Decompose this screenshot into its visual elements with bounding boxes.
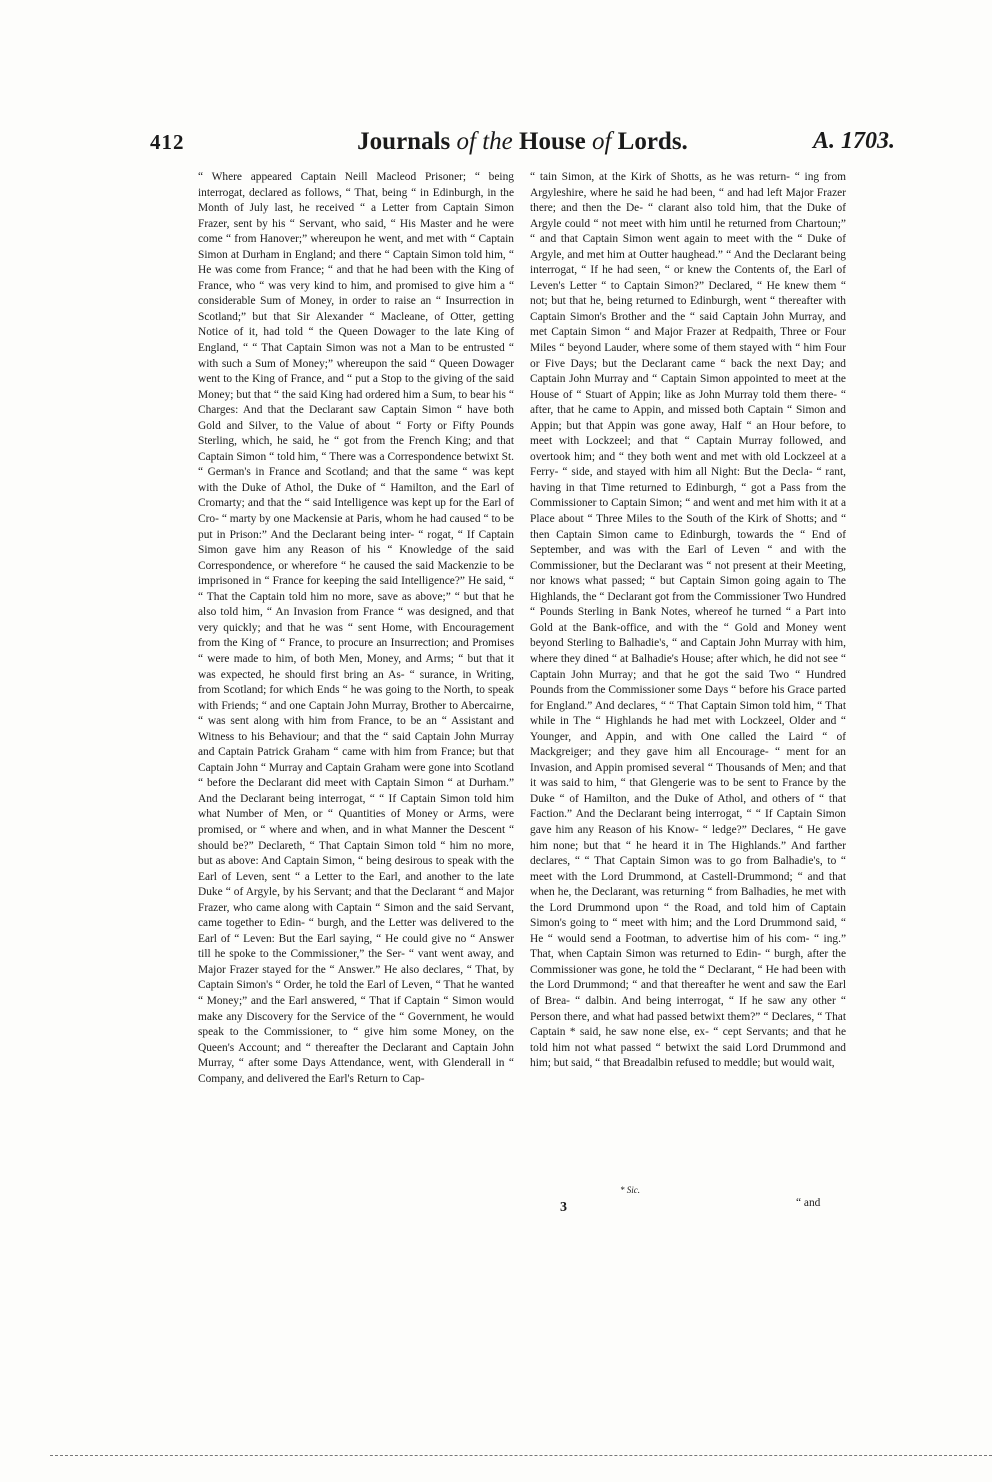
title-of-the: of the <box>450 128 520 155</box>
footnote: * Sic. <box>620 1185 640 1195</box>
page-number: 412 <box>150 130 185 154</box>
title-house: House <box>519 128 586 155</box>
bottom-rule <box>50 1455 992 1456</box>
catchword: “ and <box>796 1197 821 1209</box>
year: A. 1703. <box>812 128 895 154</box>
title-lords: Lords. <box>617 128 688 155</box>
signature-mark: 3 <box>560 1200 567 1215</box>
right-column-text: “ tain Simon, at the Kirk of Shotts, as he was return- “ ing from Argyleshire, where he said he had been, “ and had left Major Frazer there; and then the De- “ clarant also told him, that the Duke of Argyle could “ not meet with him until he returned from Chartoun;” “ and that Captain Simon went again to meet with the “ Duke of Argyle, and met him at Outter haughead.” “ And the Declarant being interrogat, “ If he had seen, “ or knew the Contents of, the Earl of Leven's Letter “ to Captain Simon?” Declared, “ He knew them “ not; but that he, being returned to Edinburgh, went “ thereafter with Captain Simon's Brother and the “ said Captain John Murray, and met Captain Simon “ and Major Frazer at Redpaith, Three or Four Miles “ beyond Lauder, where some of them stayed with “ him Four or Five Days; but the Declarant came “ back the next Day; and Captain John Murray and “ Captain Simon appointed to meet at the House of “ Stuart of Appin; like as John Murray told them there- “ after, that he came to Appin, and missed both Captain “ Simon and Appin; but that Appin was gone away, Half “ an Hour before, to meet with Lockzeel; and that “ Captain Murray followed, and overtook him; and “ they both went and met with old Lockzeel at a Ferry- “ side, and stayed with him all Night: But the Decla- “ rant, having in that Time returned to Edinburgh, “ got a Pass from the Commissioner to Captain Simon; “ and went and met him with it at a Place about “ Three Miles to the South of the Kirk of Shotts; and “ then Captain Simon came to Edinburgh, towards the “ End of September, and was with the Earl of Leven “ and with the Commissioner, but the Declarant was “ not present at their Meeting, nor knows what passed; “ but Captain Simon going again to The Highlands, the “ Declarant got from the Commissioner Two Hundred “ Pounds Sterling in Bank Notes, whereof he turned “ a Part into Gold at the Bank-office, and with the “ Gold and Money went beyond Sterling to Balhadie's, “ and Captain John Murray with him, where they dined “ at Balhadie's House; after which, he did not see “ Captain John Murray; and that he got the said Two “ Hundred Pounds from the Commissioner some Days “ before his Grace parted for England.” And declares, “ “ That Captain Simon told him, “ That while in The “ Highlands he had met with Lockzeel, Older and “ Younger, and Appin, and with One called the Laird “ of Mackgreiger; and they gave him all Encourage- “ ment for an Invasion, and Appin promised several “ Thousands of Men; and that it was said to him, “ that Glengerie was to be sent to France by the Duke “ of Hamilton, and the Duke of Athol, and others of “ that Faction.” And the Declarant being interrogat, “ “ If Captain Simon gave him any Reason of his Know- “ ledge?” Declares, “ He gave him none; but that “ he heard it in The Highlands.” And farther declares, “ “ That Captain Simon was to go from Balhadie's, to “ meet with the Lord Drummond, at Castell-Drummond; “ and that when he, the Declarant, was returning “ from Balhadies, he met with the Lord Drummond upon “ the Road, and told him of Captain Simon's going to “ meet with him; and the Lord Drummond said, “ He “ would send a Footman, to advertise him of his com- “ ing.” That, when Captain Simon was returned to Edin- “ burgh, after the Commissioner was gone, he told the “ Declarant, “ He had been with the Lord Drummond; “ and that thereafter he went and saw the Earl of Brea- “ dalbin. And being interrogat, “ If he saw any other “ Person there, and what had passed betwixt them?” “ Declares, “ That Captain * said, he saw none else, ex- “ cept Servants; and that he told him not what passed “ betwixt the said Lord Drummond and him; but said, “ that Breadalbin refused to meddle; but would wait, <box>530 171 846 1070</box>
running-title <box>150 128 895 156</box>
title-of: of <box>585 128 618 155</box>
left-column-text: “ Where appeared Captain Neill Macleod Prisoner; “ being interrogat, declared as follows, “ That, being “ in Edinburgh, in the Month of July last, he received “ a Letter from Captain Simon Frazer, sent by his “ Servant, who said, “ His Master and he were come “ from Hanover;” whereupon he went, and met with “ Captain Simon at Durham in England; and there “ Captain Simon told him, “ He was come from France; “ and that he had been with the King of France, who “ was very kind to him, and promised to give him a “ considerable Sum of Money, in order to raise an “ Insurrection in Scotland;” but that Sir Alexander “ Macleane, of Otter, getting Notice of it, had told “ the Queen Dowager to the late King of England, “ “ That Captain Simon was not a Man to be entrusted “ with such a Sum of Money;” whereupon the said “ Queen Dowager went to the King of France, and “ put a Stop to the giving of the said Money; but that “ the said King had ordered him a Sum, to bear his “ Charges: And that the Declarant saw Captain Simon “ have both Gold and Silver, to the Value of about “ Forty or Fifty Pounds Sterling, which, he said, he “ got from the French King; and that Captain Simon “ told him, “ There was a Correspondence betwixt St. “ German's in France and Scotland; and that the same “ was kept with the Duke of Athol, the Duke of “ Hamilton, and the Earl of Cromarty; and that the “ said Intelligence was kept up for the Earl of Cro- “ marty by one Mackensie at Paris, whom he had caused “ to be put in Prison:” And the Declarant being inter- “ rogat, “ If Captain Simon gave him any Reason of his “ Knowledge of the said Correspondence, or wherefore “ he caused the said Mackenzie to be imprisoned in “ France for keeping the said Intelligence?” He said, “ “ That the Captain told him no more, save as above;” “ but that he also told him, “ An Invasion from France “ was designed, and that very quickly; and that he was “ sent Home, with Encouragement from the King of “ France, to procure an Insurrection; and Promises “ were made to him, of both Men, Money, and Arms; “ but that it was expected, he should first bring an As- “ surance, in Writing, from Scotland; for which Ends “ he was going to the North, to speak with Friends; “ and one Captain John Murray, Brother to Abercairne, “ was sent along with him from France, to be an “ Assistant and Witness to his Behaviour; and that the “ said Captain John Murray and Captain Patrick Graham “ came with him from France; but that Captain John “ Murray and Captain Graham were gone into Scotland “ before the Declarant did meet with Captain Simon “ at Durham.” And the Declarant being interrogat, “ “ If Captain Simon told him what Number of Men, or “ Quantities of Money or Arms, were promised, or “ where and when, and in what Manner the Descent “ should be?” Declareth, “ That Captain Simon told “ him no more, but as above: And Captain Simon, “ being desirous to speak with the Earl of Leven, sent “ a Letter to the Earl, and another to the late Duke “ of Argyle, by his Servant; and that the Declarant “ and Major Frazer, who came along with Captain “ Simon and the said Servant, came together to Edin- “ burgh, and the Letter was delivered to the Earl of “ Leven: But the Earl saying, “ He could give no “ Answer till he spoke to the Commissioner,” the Ser- “ vant went away, and Major Frazer stayed for the “ Answer.” He also declares, “ That, by Captain Simon's “ Order, he told the Earl of Leven, “ That he wanted “ Money;” and the Earl answered, “ That if Captain “ Simon would make any Discovery for the Service of the “ Government, he would speak to the Commissioner, to “ give him some Money, on the Queen's Account; and “ thereafter the Declarant and Captain John Murray, “ after some Days Attendance, went, with Glenderall in “ Company, and delivered the Earl's Return to Cap- <box>198 171 514 1085</box>
running-header <box>150 128 895 168</box>
right-column <box>530 170 846 1180</box>
left-column <box>198 170 514 1180</box>
title-journals: Journals <box>357 128 451 155</box>
